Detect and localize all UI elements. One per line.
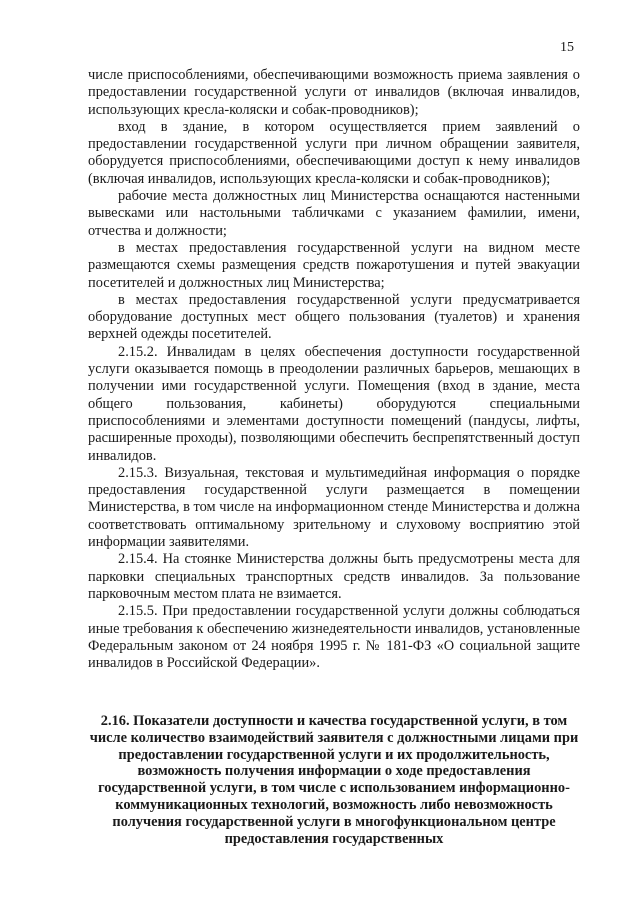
paragraph-public-facilities: в местах предоставления государственной услуги предусматривается оборудование доступных мест общего пользования (туалетов) и хранения верхней одежды посетителей. (88, 291, 580, 343)
paragraph-2-15-3: 2.15.3. Визуальная, текстовая и мультимедийная информация о порядке предоставления государственной услуги размещается в помещении Министерства, в том числе на информационном стенде Министерства и должна соответствовать оптимальному зрительному и слуховому восприятию этой информации заявителями. (88, 464, 580, 551)
page-number: 15 (560, 40, 574, 55)
paragraph-2-15-4: 2.15.4. На стоянке Министерства должны быть предусмотрены места для парковки специальных транспортных средств инвалидов. За пользование парковочным местом плата не взимается. (88, 551, 580, 602)
paragraph-2-15-2: 2.15.2. Инвалидам в целях обеспечения доступности государственной услуги оказывается помощь в преодолении различных барьеров, мешающих в получении ими государственной услуги. Помещения (вход в здание, места общего пользования, кабинеты) оборудуются специальными приспособлениями и элементами доступности помещений (пандусы, лифты, расширенные проходы), позволяющими обеспечить беспрепятственный доступ инвалидов. (88, 343, 580, 464)
paragraph-evacuation-schemes: в местах предоставления государственной услуги на видном месте размещаются схемы размещения средств пожаротушения и путей эвакуации посетителей и должностных лиц Министерства; (88, 239, 580, 291)
paragraph-building-entrance: вход в здание, в котором осуществляется прием заявлений о предоставлении государственной услуги при личном обращении заявителя, оборудуется приспособлениями, обеспечивающими доступ к нему инвалидов (включая инвалидов, использующих кресла-коляски и собак-проводников); (88, 118, 580, 187)
paragraph-access-equipment: числе приспособлениями, обеспечивающими возможность приема заявления о предоставлении государственной услуги от инвалидов (включая инвалидов, использующих кресла-коляски и собак-проводников); (88, 67, 580, 118)
body-text (88, 67, 580, 672)
section-heading-2-16: 2.16. Показатели доступности и качества государственной услуги, в том числе количество взаимодействий заявителя с должностными лицами при предоставлении государственной услуги и их продолжительность, возможность получения информации о ходе предоставления государственной услуги, в том числе с использованием информационно-коммуникационных технологий, возможность либо невозможность получения государственной услуги в многофункциональном центре предоставления государственных (89, 713, 579, 847)
paragraph-workplaces: рабочие места должностных лиц Министерства оснащаются настенными вывесками или настольными табличками с указанием фамилии, имени, отчества и должности; (88, 188, 580, 239)
paragraph-2-15-5: 2.15.5. При предоставлении государственной услуги должны соблюдаться иные требования к обеспечению жизнедеятельности инвалидов, установленные Федеральным законом от 24 ноября 1995 г. № 181-ФЗ «О социальной защите инвалидов в Российской Федерации». (88, 603, 580, 672)
